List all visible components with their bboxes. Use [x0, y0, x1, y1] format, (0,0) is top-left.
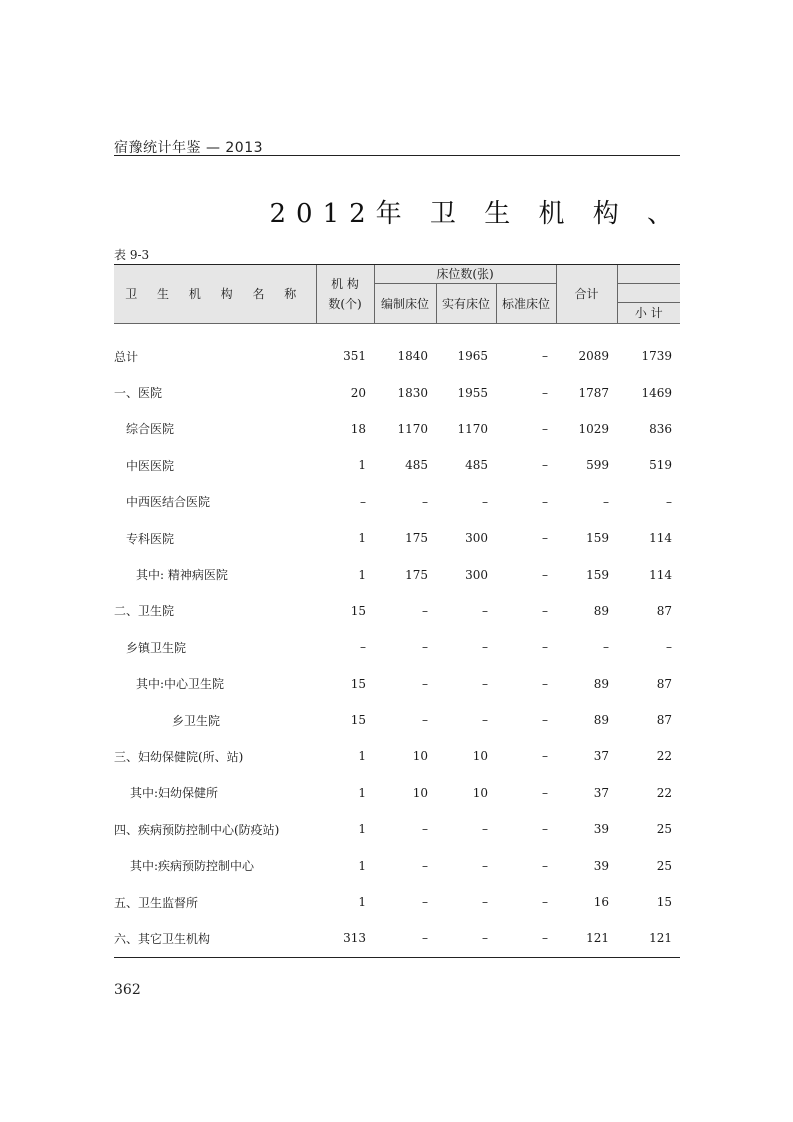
institution-name-cell: 其中:妇幼保健所: [130, 786, 219, 801]
total-cell: 89: [593, 603, 610, 618]
subtotal-cell: 22: [656, 749, 673, 764]
institution-name-cell: 六、其它卫生机构: [114, 920, 316, 957]
beds-authorized-cell: –: [422, 713, 428, 728]
institution-count-cell: –: [360, 640, 366, 655]
subtotal-cell: 15: [656, 895, 673, 910]
header-beds-actual: 实有床位: [436, 284, 496, 324]
institution-name-cell: 中西医结合医院: [126, 495, 211, 510]
institution-count-cell: 1: [358, 531, 366, 546]
subtotal-cell: 87: [656, 676, 673, 691]
beds-actual-cell: –: [436, 920, 496, 957]
header-total: 合计: [556, 265, 617, 324]
institution-count-cell: 1: [358, 858, 366, 873]
subtotal-cell: 25: [656, 822, 673, 837]
beds-actual-cell: –: [482, 603, 488, 618]
statistics-table: [114, 264, 680, 958]
institution-count-cell: 15: [350, 603, 366, 618]
beds-actual-cell: 1170: [457, 421, 488, 436]
subtotal-cell: 1469: [641, 385, 673, 400]
beds-authorized-cell: 1830: [397, 385, 428, 400]
beds-authorized-cell: 175: [405, 567, 428, 582]
table-row: [114, 738, 680, 774]
total-cell: 37: [593, 785, 610, 800]
beds-actual-cell: 10: [472, 785, 488, 800]
institution-count-cell: 313: [316, 920, 374, 957]
total-cell: 37: [593, 749, 610, 764]
running-head: 宿豫统计年鉴 — 2013: [114, 140, 264, 156]
beds-authorized-cell: 1840: [397, 349, 428, 364]
subtotal-cell: 114: [649, 567, 673, 582]
header-institution-name: 卫 生 机 构 名 称: [114, 265, 316, 324]
beds-actual-cell: –: [482, 858, 488, 873]
beds-actual-cell: 300: [465, 531, 488, 546]
total-cell: 159: [586, 531, 610, 546]
header-beds-standard: 标准床位: [496, 284, 556, 324]
beds-standard-cell: –: [542, 749, 549, 764]
subtotal-cell: 114: [649, 531, 673, 546]
beds-standard-cell: –: [542, 494, 549, 509]
table-row: [114, 884, 680, 920]
table-row: [114, 702, 680, 738]
institution-count-cell: 1: [358, 458, 366, 473]
beds-standard-cell: –: [542, 458, 549, 473]
institution-name-cell: 中医医院: [126, 458, 175, 473]
institution-count-cell: 1: [358, 895, 366, 910]
beds-actual-cell: –: [482, 822, 488, 837]
subtotal-cell: 121: [617, 920, 680, 957]
header-subtotal: 小 计: [617, 303, 680, 324]
beds-actual-cell: –: [482, 640, 488, 655]
beds-standard-cell: –: [542, 895, 549, 910]
header-beds-group: 床位数(张): [374, 265, 556, 284]
table-row: [114, 520, 680, 556]
table-row: [114, 447, 680, 483]
total-cell: 1029: [578, 421, 610, 436]
beds-actual-cell: 485: [465, 458, 488, 473]
beds-authorized-cell: 175: [405, 531, 428, 546]
table-row: [114, 775, 680, 811]
beds-standard-cell: –: [542, 676, 549, 691]
beds-actual-cell: –: [482, 494, 488, 509]
beds-standard-cell: –: [542, 421, 549, 436]
institution-count-cell: 351: [343, 349, 366, 364]
beds-authorized-cell: 10: [412, 749, 428, 764]
header-rule: [114, 155, 680, 156]
beds-standard-cell: –: [542, 713, 549, 728]
institution-name-cell: 四、疾病预防控制中心(防疫站): [114, 822, 280, 837]
beds-standard-cell: –: [542, 385, 549, 400]
institution-name-cell: 一、医院: [114, 386, 163, 401]
beds-authorized-cell: –: [422, 858, 428, 873]
total-cell: 89: [593, 713, 610, 728]
institution-name-cell: 其中:中心卫生院: [136, 677, 225, 692]
institution-name-cell: 总计: [114, 349, 139, 364]
subtotal-cell: –: [666, 494, 673, 509]
subtotal-cell: –: [666, 640, 673, 655]
header-count-line: 数(个): [328, 297, 362, 311]
table-number: 表 9-3: [114, 248, 150, 262]
subtotal-cell: 22: [656, 785, 673, 800]
table-row: [114, 920, 680, 957]
institution-name-cell: 其中: 精神病医院: [136, 568, 228, 583]
subtotal-cell: 25: [656, 858, 673, 873]
beds-authorized-cell: –: [422, 494, 428, 509]
institution-name-cell: 乡卫生院: [172, 713, 221, 728]
total-cell: –: [603, 640, 610, 655]
beds-actual-cell: 1965: [457, 349, 488, 364]
header-institution-count: [316, 265, 374, 324]
total-cell: 2089: [578, 349, 610, 364]
institution-count-cell: 1: [358, 822, 366, 837]
institution-count-cell: 1: [358, 749, 366, 764]
beds-standard-cell: –: [542, 349, 549, 364]
institution-count-cell: 15: [350, 676, 366, 691]
beds-authorized-cell: –: [374, 920, 436, 957]
institution-count-cell: 20: [350, 385, 366, 400]
header-beds-authorized: 编制床位: [374, 284, 436, 324]
beds-standard-cell: –: [542, 858, 549, 873]
beds-authorized-cell: 10: [412, 785, 428, 800]
subtotal-cell: 87: [656, 603, 673, 618]
beds-actual-cell: –: [482, 713, 488, 728]
total-cell: 16: [593, 895, 610, 910]
total-cell: 159: [586, 567, 610, 582]
institution-count-cell: 1: [358, 567, 366, 582]
beds-authorized-cell: –: [422, 895, 428, 910]
institution-count-cell: 15: [350, 713, 366, 728]
beds-standard-cell: –: [542, 603, 549, 618]
page-title: 2012年 卫 生 机 构 、: [269, 199, 683, 229]
header-personnel-blank: [617, 265, 680, 284]
beds-actual-cell: –: [482, 676, 488, 691]
total-cell: 1787: [578, 385, 610, 400]
header-count-line: 机 构: [331, 277, 359, 291]
beds-authorized-cell: –: [422, 640, 428, 655]
beds-standard-cell: –: [542, 785, 549, 800]
institution-name-cell: 二、卫生院: [114, 604, 175, 619]
beds-actual-cell: 300: [465, 567, 488, 582]
beds-actual-cell: –: [482, 895, 488, 910]
institution-name-cell: 综合医院: [126, 422, 175, 437]
subtotal-cell: 1739: [641, 349, 673, 364]
table-row: [114, 484, 680, 520]
beds-authorized-cell: –: [422, 603, 428, 618]
institution-count-cell: 18: [350, 421, 366, 436]
total-cell: 39: [593, 858, 610, 873]
table-row: [114, 811, 680, 847]
beds-authorized-cell: –: [422, 676, 428, 691]
table-row: [114, 556, 680, 592]
table-row: [114, 374, 680, 410]
subtotal-cell: 87: [656, 713, 673, 728]
table-row: [114, 593, 680, 629]
beds-standard-cell: –: [542, 640, 549, 655]
beds-standard-cell: –: [542, 822, 549, 837]
beds-actual-cell: 10: [472, 749, 488, 764]
institution-name-cell: 专科医院: [126, 531, 175, 546]
beds-standard-cell: –: [496, 920, 556, 957]
institution-count-cell: –: [360, 494, 366, 509]
institution-name-cell: 其中:疾病预防控制中心: [130, 859, 255, 874]
table-row: [114, 338, 680, 374]
beds-standard-cell: –: [542, 567, 549, 582]
total-cell: –: [603, 494, 610, 509]
table-row: [114, 666, 680, 702]
beds-actual-cell: 1955: [457, 385, 488, 400]
beds-authorized-cell: 485: [405, 458, 428, 473]
subtotal-cell: 836: [649, 421, 673, 436]
table-row: [114, 411, 680, 447]
subtotal-cell: 519: [649, 458, 673, 473]
institution-name-cell: 五、卫生监督所: [114, 895, 199, 910]
total-cell: 89: [593, 676, 610, 691]
total-cell: 39: [593, 822, 610, 837]
institution-name-cell: 乡镇卫生院: [126, 640, 187, 655]
total-cell: 121: [556, 920, 617, 957]
table-row: [114, 847, 680, 883]
page-number: 362: [114, 982, 141, 998]
header-personnel-sub-blank: [617, 284, 680, 303]
institution-count-cell: 1: [358, 785, 366, 800]
total-cell: 599: [586, 458, 610, 473]
institution-name-cell: 三、妇幼保健院(所、站): [114, 749, 244, 764]
table-row: [114, 629, 680, 665]
beds-standard-cell: –: [542, 531, 549, 546]
beds-authorized-cell: –: [422, 822, 428, 837]
beds-authorized-cell: 1170: [397, 421, 428, 436]
